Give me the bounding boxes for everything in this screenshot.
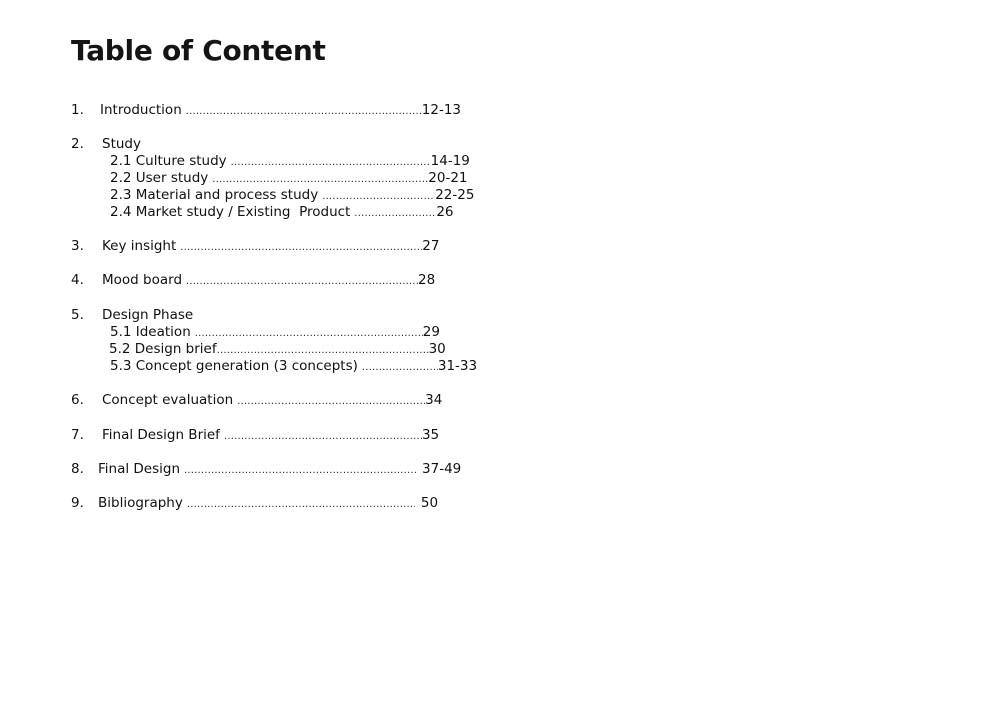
toc-leader [186,271,418,289]
toc-entry-label: Bibliography [98,495,183,511]
toc-entry-study [71,135,141,153]
toc-leader [186,101,422,119]
toc-entry-page: 14-19 [430,153,470,169]
toc-entry-label: Design Phase [102,307,194,323]
toc-entry-label: 5.2 Design brief [109,341,217,357]
toc-leader [224,426,422,444]
toc-entry-page: 12-13 [421,102,461,118]
toc-entry-page: 29 [422,324,440,340]
toc-entry-page: 26 [436,204,454,220]
toc-entry-label: 5.3 Concept generation (3 concepts) [110,358,358,374]
toc-entry-page: 28 [418,272,436,288]
toc-entry-label: Introduction [100,102,182,118]
toc-entry-number: 3. [71,238,84,254]
toc-entry-label: Key insight [102,238,177,254]
toc-entry-number: 9. [71,495,84,511]
toc-entry-number: 2. [71,136,84,152]
toc-leader [354,203,436,221]
toc-entry-number: 1. [71,102,84,118]
toc-entry-page: 22-25 [435,187,475,203]
toc-leader [362,357,438,375]
toc-entry-culture-study [110,152,470,170]
toc-leader [187,494,415,512]
toc-entry-label: Mood board [102,272,183,288]
toc-entry-label: 2.3 Material and process study [110,187,319,203]
toc-entry-label: 2.1 Culture study [110,153,227,169]
toc-entry-page: 31-33 [437,358,478,374]
toc-entry-page: 35 [421,427,440,443]
toc-entry-concept-evaluation [71,391,442,409]
toc-leader [184,460,416,478]
toc-entry-page: 34 [425,392,443,408]
toc-entry-market-study [110,203,454,221]
toc-leader [237,391,425,409]
table-of-contents [71,0,478,708]
toc-entry-label: Final Design [98,461,181,477]
toc-leader [195,323,423,341]
toc-entry-label: 2.4 Market study / Existing Product [110,204,351,220]
toc-entry-label: 5.1 Ideation [110,324,191,340]
toc-entry-page: 50 [420,495,439,511]
toc-entry-bibliography [71,494,438,512]
toc-entry-ideation [110,323,440,341]
toc-leader [322,186,435,204]
toc-entry-introduction [71,101,461,119]
toc-leader [180,237,422,255]
toc-entry-final-design-brief [71,426,439,444]
toc-entry-concept-generation [110,357,477,375]
toc-entry-label: Final Design Brief [102,427,220,443]
toc-leader [217,340,429,358]
toc-entry-page: 37-49 [422,461,462,477]
toc-entry-page: 27 [422,238,440,254]
toc-entry-material-process-study [110,186,474,204]
toc-entry-label: 2.2 User study [110,170,209,186]
toc-leader [212,169,428,187]
toc-entry-number: 4. [71,272,84,288]
toc-entry-key-insight [71,237,439,255]
toc-entry-number: 8. [71,461,84,477]
toc-entry-label: Concept evaluation [102,392,234,408]
toc-entry-design-phase [71,306,193,324]
toc-entry-mood-board [71,271,435,289]
toc-entry-number: 7. [71,427,84,443]
toc-entry-final-design [71,460,461,478]
toc-entry-page: 20-21 [428,170,468,186]
toc-entry-design-brief [109,340,446,358]
toc-entry-number: 6. [71,392,84,408]
toc-leader [231,152,431,170]
toc-entry-user-study [110,169,468,187]
page-title: Table of Content [71,34,326,67]
toc-entry-label: Study [102,136,141,152]
toc-entry-page: 30 [428,341,446,357]
toc-entry-number: 5. [71,307,84,323]
